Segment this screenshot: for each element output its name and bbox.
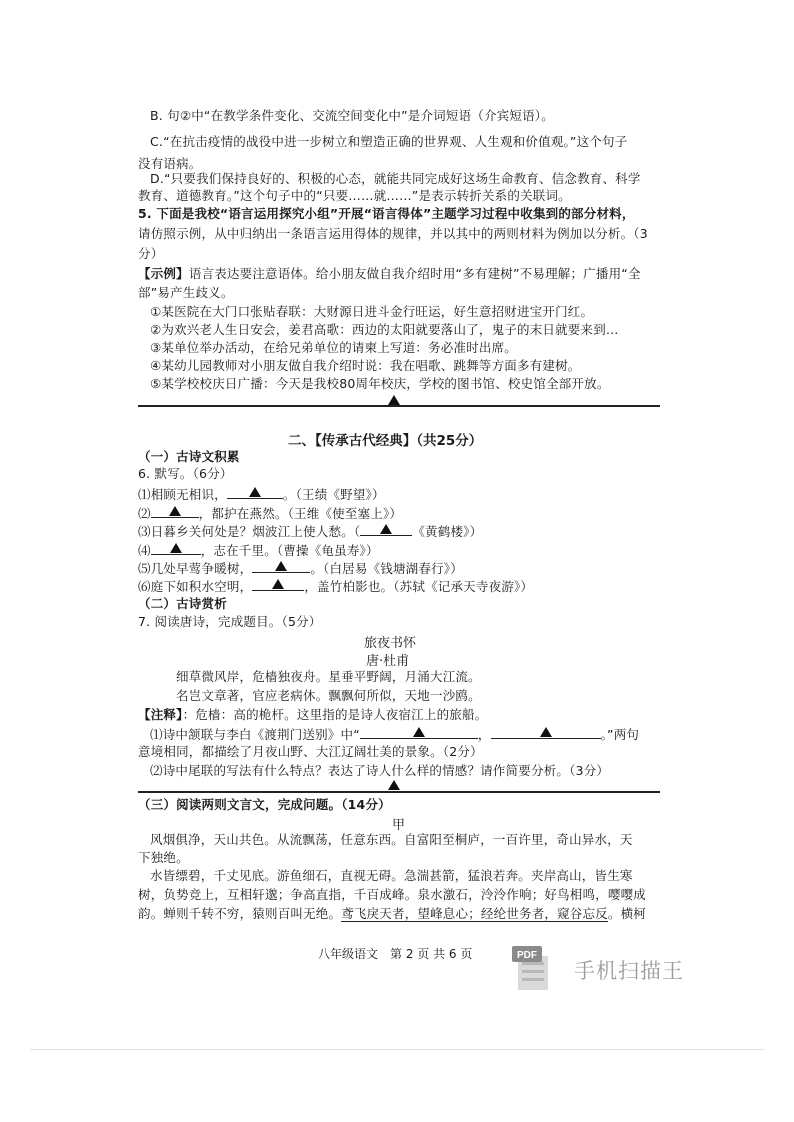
- page-footer: 八年级语文 第 2 页 共 6 页: [318, 947, 473, 961]
- answer-blank[interactable]: [151, 505, 199, 518]
- option-b: B. 句②中“在教学条件变化、交流空间变化中”是介词短语（介宾短语）。: [150, 108, 554, 123]
- dictation-1-prefix: ⑴相顾无相识，: [138, 487, 227, 502]
- example-line: [138, 266, 641, 282]
- answer-blank[interactable]: [151, 542, 201, 555]
- q7-1-suffix: 。”两句: [600, 727, 640, 742]
- scanner-logo-icon: [512, 946, 568, 998]
- material-1: ①某医院在大门口张贴春联：大财源日进斗金行旺运，好生意招财进宝开门红。: [150, 304, 594, 319]
- dictation-2: [138, 505, 402, 522]
- passage-line-1: 风烟俱净，天山共色。从流飘荡，任意东西。自富阳至桐庐，一百许里，奇山异水，天: [150, 832, 633, 847]
- answer-blank[interactable]: [360, 726, 478, 739]
- divider-line: [138, 791, 660, 793]
- dictation-1: [138, 486, 385, 503]
- dictation-4-prefix: ⑷: [138, 543, 151, 558]
- answer-blank[interactable]: [252, 578, 304, 591]
- underlined-sentence: 鸢飞戾天者，望峰息心；经纶世务者，窥谷忘反: [341, 906, 608, 921]
- dictation-2-suffix: ，都护在燕然。（王维《使至塞上》）: [198, 506, 403, 521]
- dictation-4-suffix: ，志在千里。（曹操《龟虽寿》）: [200, 543, 379, 558]
- passage-line-2: 下独绝。: [138, 850, 189, 865]
- example-label: 【示例】: [138, 266, 189, 281]
- question-5-cont: 请仿照示例，从中归纳出一条语言运用得体的规律，并以其中的两则材料为例加以分析。（3: [138, 226, 648, 241]
- poem-note: [138, 707, 487, 723]
- option-c: C.“在抗击疫情的战役中进一步树立和塑造正确的世界观、人生观和价值观。”这个句子: [150, 134, 628, 149]
- dictation-3-prefix: ⑶日暮乡关何处是？烟波江上使人愁。（: [138, 524, 361, 539]
- dictation-5-prefix: ⑸几处早莺争暖树，: [138, 561, 253, 576]
- passage-line-5-a: 韵。蝉则千转不穷，猿则百叫无绝。: [138, 906, 342, 921]
- dictation-2-prefix: ⑵: [138, 506, 151, 521]
- passage-line-3: 水皆缥碧，千丈见底。游鱼细石，直视无碍。急湍甚箭，猛浪若奔。夹岸高山，皆生寒: [150, 868, 633, 883]
- question-7-2: ⑵诗中尾联的写法有什么特点？表达了诗人什么样的情感？请作简要分析。（3分）: [150, 763, 610, 778]
- passage-jia-label: 甲: [392, 818, 406, 833]
- note-label: 【注释】: [138, 707, 183, 722]
- answer-marker-triangle: [388, 395, 400, 405]
- poem-title: 旅夜书怀: [364, 636, 417, 651]
- option-c-cont: 没有语病。: [138, 156, 202, 171]
- answer-blank[interactable]: [227, 486, 283, 499]
- question-7-1-cont: 意境相同，都描绘了月夜山野、大江辽阔壮美的景象。（2分）: [138, 744, 483, 759]
- scanner-watermark-text: 手机扫描王: [574, 959, 684, 983]
- pdf-badge: PDF: [517, 950, 537, 961]
- answer-blank[interactable]: [360, 523, 412, 536]
- question-5-score: 分）: [138, 246, 164, 261]
- material-2: ②为欢兴老人生日安会，姜君高歌：西边的太阳就要落山了，鬼子的末日就要来到…: [150, 322, 619, 337]
- q7-1-prefix: ⑴诗中颔联与李白《渡荆门送别》中“: [150, 727, 360, 742]
- question-6: 6. 默写。（6分）: [138, 466, 233, 481]
- material-3: ③某单位举办活动，在给兄弟单位的请柬上写道：务必准时出席。: [150, 340, 518, 355]
- answer-marker-triangle: [388, 780, 400, 790]
- dictation-3: [138, 523, 482, 540]
- example-cont: 部”易产生歧义。: [138, 285, 234, 300]
- answer-blank[interactable]: [252, 560, 310, 573]
- subsection-1: （一）古诗文积累: [138, 449, 240, 464]
- section-2-title: 二、【传承古代经典】（共25分）: [288, 433, 483, 449]
- passage-line-5-c: 。横柯: [607, 906, 647, 921]
- poem-line-2: 名岂文章著，官应老病休。飘飘何所似，天地一沙鸥。: [176, 688, 481, 703]
- material-5: ⑤某学校校庆日广播：今天是我校80周年校庆，学校的图书馆、校史馆全部开放。: [150, 376, 610, 391]
- dictation-6: [138, 578, 533, 595]
- q7-1-comma: ，: [477, 727, 491, 742]
- dictation-6-suffix: ，盖竹柏影也。（苏轼《记承天寺夜游》）: [304, 579, 534, 594]
- option-d: D.“只要我们保持良好的、积极的心态，就能共同完成好这场生命教育、信念教育、科学: [150, 171, 641, 186]
- subsection-3: （三）阅读两则文言文，完成问题。（14分）: [138, 797, 391, 812]
- material-4: ④某幼儿园教师对小朋友做自我介绍时说：我在唱歌、跳舞等方面多有建树。: [150, 358, 581, 373]
- question-7: 7. 阅读唐诗，完成题目。（5分）: [138, 614, 322, 629]
- question-7-1: [150, 726, 639, 743]
- question-5: 5. 下面是我校“语言运用探究小组”开展“语言得体”主题学习过程中收集到的部分材料，: [138, 206, 635, 221]
- dictation-4: [138, 542, 379, 559]
- dictation-5-suffix: 。（白居易《钱塘湖春行》）: [310, 561, 463, 576]
- passage-line-5: [138, 906, 646, 922]
- subsection-2: （二）古诗赏析: [138, 596, 227, 611]
- dictation-3-suffix: 《黄鹤楼》）: [412, 524, 483, 539]
- dictation-6-prefix: ⑹庭下如积水空明，: [138, 579, 253, 594]
- note-text: ：危樯：高的桅杆。这里指的是诗人夜宿江上的旅船。: [182, 707, 488, 722]
- dictation-5: [138, 560, 463, 577]
- poem-author: 唐·杜甫: [366, 654, 410, 669]
- passage-line-4: 树，负势竞上，互相轩邈；争高直指，千百成峰。泉水激石，泠泠作响；好鸟相鸣，嘤嘤成: [138, 887, 647, 902]
- divider-line: [138, 405, 660, 407]
- poem-line-1: 细草微风岸，危樯独夜舟。星垂平野阔，月涌大江流。: [176, 669, 481, 684]
- dictation-1-suffix: 。（王绩《野望》）: [282, 487, 385, 502]
- answer-blank[interactable]: [491, 726, 601, 739]
- page-edge-line: [30, 1049, 765, 1050]
- option-d-cont: 教育、道德教育。”这个句子中的“只要……就……”是表示转折关系的关联词。: [138, 188, 571, 203]
- example-text: 语言表达要注意语体。给小朋友做自我介绍时用“多有建树”不易理解；广播用“全: [188, 266, 641, 281]
